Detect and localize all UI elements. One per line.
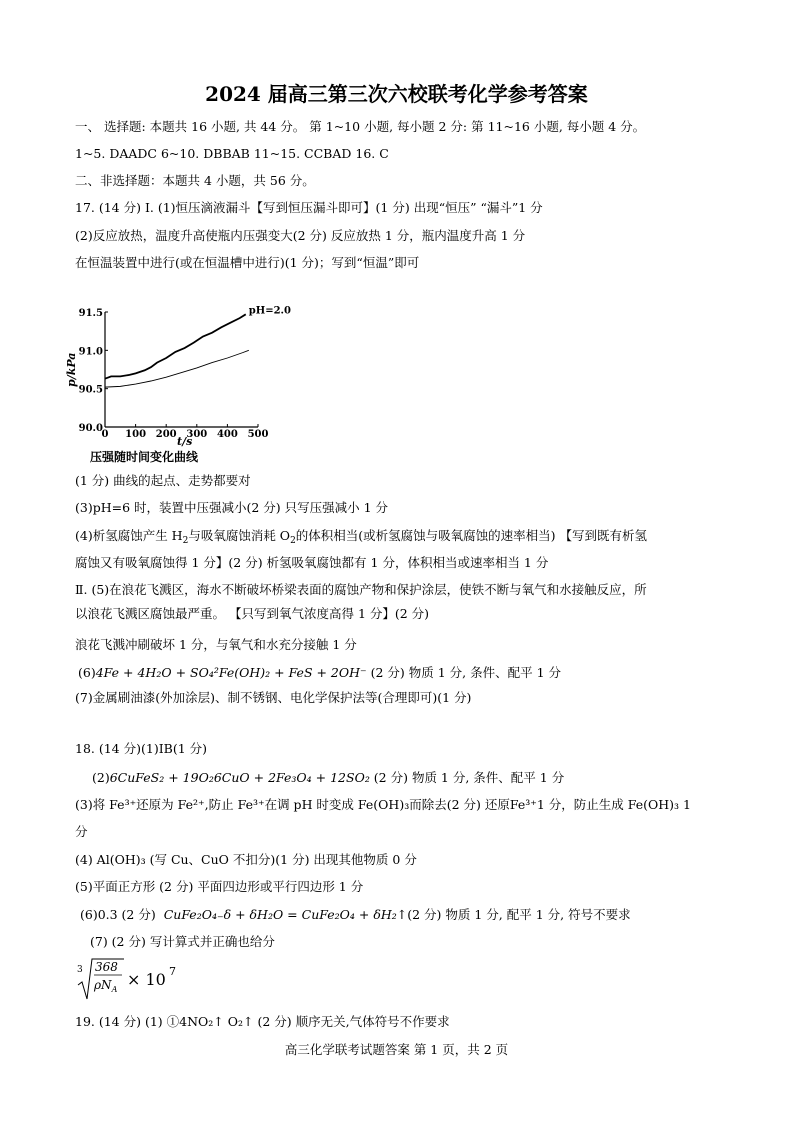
pressure-chart (60, 295, 320, 467)
q18-equation-2: CuFe₂O₄₋δ + δH₂O = CuFe₂O₄ + δH₂↑ (163, 907, 408, 922)
q17-line-6c: 的体积相当(或析氢腐蚀与吸氧腐蚀的速率相当) 【写到既有析氢 (295, 528, 648, 543)
q17-line-11: (6)4Fe + 4H₂O + SO₄²Fe(OH)₂ + FeS + 2OH⁻ (2 分) 物质 1 分, 条件、配平 1 分 (78, 665, 562, 680)
x-tick-label: 500 (247, 429, 269, 440)
page-title: 2024 届高三第三次六校联考化学参考答案 (205, 82, 588, 106)
formula-numerator: 368 (95, 960, 118, 974)
q17-line-4: (1 分) 曲线的起点、走势都要对 (75, 473, 251, 488)
section2-header: 二、非选择题：本题共 4 小题，共 56 分。 (75, 173, 315, 188)
q17-line-1: 17. (14 分) Ⅰ. (1)恒压滴液漏斗【写到恒压漏斗即可】(1 分) 出现“恒压” “漏斗”1 分 (75, 200, 543, 215)
chart-axes (79, 308, 269, 440)
q18-line-8: (7) (2 分) 写计算式并正确也给分 (90, 934, 275, 949)
q18-equation: 6CuFeS₂ + 19O₂6CuO + 2Fe₃O₄ + 12SO₂ (109, 770, 370, 785)
q18-line-5: (4) Al(OH)₃ (写 Cu、CuO 不扣分)(1 分) 出现其他物质 0 分 (75, 852, 417, 867)
y-tick-label: 91.5 (78, 308, 103, 319)
q17-line-2: (2)反应放热，温度升高使瓶内压强变大(2 分) 反应放热 1 分，瓶内温度升高 1 分 (75, 228, 526, 243)
section1-header: 一、 选择题: 本题共 16 小题, 共 44 分。 第 1~10 小题, 每小题 2 分: 第 11~16 小题, 每小题 4 分。 (75, 119, 646, 134)
chart-ylabel: p/kPa (65, 352, 78, 387)
y-tick-label: 91.0 (78, 346, 103, 358)
q19-line-1: 19. (14 分) (1) ①4NO₂↑ O₂↑ (2 分) 顺序无关,气体符号不作要求 (75, 1014, 450, 1029)
q18-line-2: (2)6CuFeS₂ + 19O₂6CuO + 2Fe₃O₄ + 12SO₂ (2 分) 物质 1 分, 条件、配平 1 分 (92, 770, 565, 785)
series-line-0 (105, 314, 246, 378)
q18-line-6: (5)平面正方形 (2 分) 平面四边形或平行四边形 1 分 (75, 879, 364, 894)
q17-line-7: 腐蚀又有吸氧腐蚀得 1 分】(2 分) 析氢吸氧腐蚀都有 1 分，体积相当或速率相当 1 分 (75, 555, 549, 570)
q17-line-3: 在恒温装置中进行(或在恒温槽中进行)(1 分)；写到“恒温”即可 (75, 255, 420, 270)
x-tick-label: 300 (186, 429, 208, 440)
page-footer: 高三化学联考试题答案 第 1 页，共 2 页 (284, 1042, 509, 1057)
choice-answers: 1~5. DAADC 6~10. DBBAB 11~15. CCBAD 16. C (75, 146, 389, 161)
density-formula (72, 955, 202, 1003)
x-tick-label: 100 (125, 429, 147, 440)
y-tick-label: 90.0 (78, 423, 103, 434)
formula-index: 3 (77, 965, 83, 975)
q17-line-6b: 与吸氧腐蚀消耗 O (188, 528, 291, 543)
formula-exponent: 7 (169, 965, 176, 978)
q17-line-5: (3)pH=6 时，装置中压强减小(2 分) 只写压强减小 1 分 (75, 500, 389, 515)
formula-times: × 10 (127, 970, 166, 989)
chart-xlabel: t/s (177, 435, 193, 448)
x-tick-label: 0 (101, 429, 109, 440)
q18-line-3: (3)将 Fe³⁺还原为 Fe²⁺,防止 Fe³⁺在调 pH 时变成 Fe(OH)₃而除去(2 分) 还原Fe³⁺1 分，防止生成 Fe(OH)₃ 1 (75, 797, 691, 812)
q17-line-10: 浪花飞溅冲刷破坏 1 分，与氧气和水充分接触 1 分 (75, 637, 357, 652)
q17-line-12: (7)金属刷油漆(外加涂层)、制不锈钢、电化学保护法等(合理即可)(1 分) (75, 690, 472, 705)
q17-equation: 4Fe + 4H₂O + SO₄²Fe(OH)₂ + FeS + 2OH⁻ (95, 665, 367, 680)
formula-denominator: $\rho N_A$ (94, 978, 118, 994)
q17-line-6: (4)析氢腐蚀产生 $H_2$与吸氧腐蚀消耗 $O_2$的体积相当(或析氢腐蚀与吸氧腐蚀的速率相当) 【写到既有析氢 (75, 528, 648, 546)
x-tick-label: 200 (155, 429, 177, 440)
q17-line-9: 以浪花飞溅区腐蚀最严重。 【只写到氧气浓度高得 1 分】(2 分) (75, 606, 430, 621)
q18-line-4: 分 (75, 824, 88, 839)
series-line-1 (105, 350, 249, 387)
q18-line-1: 18. (14 分)(1)IB(1 分) (75, 741, 207, 756)
chart-series (105, 305, 291, 387)
series-label-0: pH=2.0 (248, 305, 291, 317)
q17-line-8: Ⅱ. (5)在浪花飞溅区，海水不断破坏桥梁表面的腐蚀产物和保护涂层，使铁不断与氧气和水接触反应，所 (75, 582, 647, 597)
y-tick-label: 90.5 (78, 384, 103, 396)
chart-title: 压强随时间变化曲线 (90, 450, 199, 464)
q17-line-6a: (4)析氢腐蚀产生 H (75, 528, 183, 543)
x-tick-label: 400 (216, 429, 238, 440)
q18-line-7: (6)0.3 (2 分) CuFe₂O₄₋δ + δH₂O = CuFe₂O₄ + δH₂↑(2 分) 物质 1 分, 配平 1 分, 符号不要求 (80, 907, 631, 922)
